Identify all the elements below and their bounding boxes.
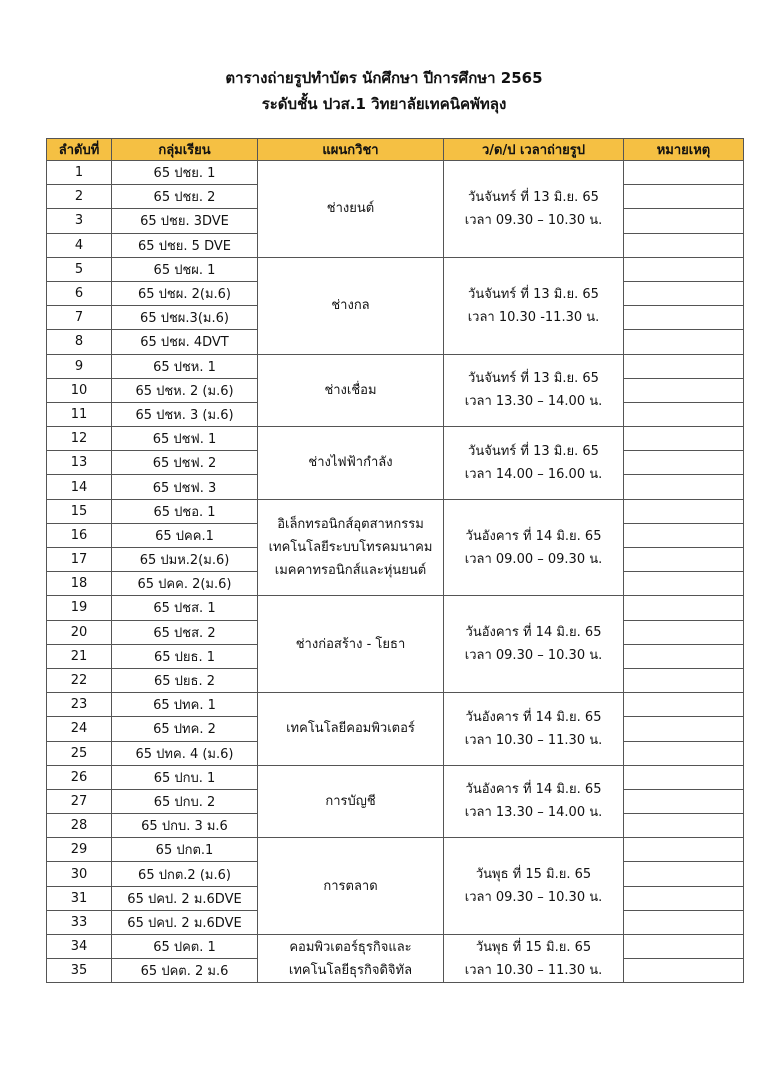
row-note (624, 789, 744, 813)
row-group: 65 ปกต.1 (112, 838, 258, 862)
dept-cell (258, 765, 444, 838)
row-order: 12 (47, 427, 112, 451)
schedule-table (46, 138, 744, 983)
datetime-cell (444, 596, 624, 693)
row-group: 65 ปยธ. 2 (112, 668, 258, 692)
row-order: 26 (47, 765, 112, 789)
dept-line: เทคโนโลยีระบบโทรคมนาคม (268, 540, 433, 555)
dept-cell (258, 257, 444, 354)
datetime-line: เวลา 13.30 – 14.00 น. (464, 394, 603, 410)
row-group: 65 ปคป. 2 ม.6DVE (112, 886, 258, 910)
row-group: 65 ปชย. 3DVE (112, 209, 258, 233)
row-note (624, 765, 744, 789)
dept-line: ช่างไฟฟ้ากำลัง (308, 455, 393, 471)
row-order: 33 (47, 910, 112, 934)
row-note (624, 161, 744, 185)
row-note (624, 306, 744, 330)
row-group: 65 ปชอ. 1 (112, 499, 258, 523)
table-row (47, 354, 744, 378)
row-note (624, 741, 744, 765)
row-order: 14 (47, 475, 112, 499)
row-order: 2 (47, 185, 112, 209)
dept-line: เทคโนโลยีคอมพิวเตอร์ (286, 721, 415, 737)
row-order: 27 (47, 789, 112, 813)
row-group: 65 ปกบ. 2 (112, 789, 258, 813)
row-group: 65 ปชฟ. 1 (112, 427, 258, 451)
row-order: 35 (47, 959, 112, 983)
row-note (624, 910, 744, 934)
row-order: 28 (47, 814, 112, 838)
row-note (624, 330, 744, 354)
row-note (624, 185, 744, 209)
datetime-cell (444, 838, 624, 935)
dept-line: ช่างเชื่อม (324, 382, 377, 398)
row-order: 8 (47, 330, 112, 354)
row-order: 23 (47, 693, 112, 717)
row-note (624, 959, 744, 983)
row-order: 20 (47, 620, 112, 644)
dept-cell (258, 499, 444, 596)
row-group: 65 ปยธ. 1 (112, 644, 258, 668)
row-note (624, 935, 744, 959)
dept-line: อิเล็กทรอนิกส์อุตสาหกรรม (277, 517, 424, 532)
table-header-row (47, 139, 744, 161)
row-note (624, 233, 744, 257)
dept-cell (258, 427, 444, 500)
datetime-cell (444, 257, 624, 354)
row-group: 65 ปทค. 2 (112, 717, 258, 741)
table-row (47, 693, 744, 717)
row-note (624, 572, 744, 596)
table-body (47, 161, 744, 983)
header-dept: แผนกวิชา (258, 139, 444, 161)
row-order: 22 (47, 668, 112, 692)
row-group: 65 ปคต. 1 (112, 935, 258, 959)
table-row (47, 935, 744, 959)
row-order: 6 (47, 281, 112, 305)
row-note (624, 717, 744, 741)
datetime-cell (444, 354, 624, 427)
row-group: 65 ปชผ. 2(ม.6) (112, 281, 258, 305)
datetime-cell (444, 499, 624, 596)
datetime-line: เวลา 09.30 – 10.30 น. (464, 212, 603, 228)
row-group: 65 ปกบ. 3 ม.6 (112, 814, 258, 838)
row-note (624, 596, 744, 620)
table-row (47, 596, 744, 620)
row-order: 17 (47, 548, 112, 572)
row-note (624, 668, 744, 692)
datetime-line: เวลา 09.00 – 09.30 น. (464, 551, 603, 567)
row-group: 65 ปชผ. 1 (112, 257, 258, 281)
row-group: 65 ปชย. 2 (112, 185, 258, 209)
row-order: 3 (47, 209, 112, 233)
datetime-line: วันอังคาร ที่ 14 มิ.ย. 65 (465, 782, 602, 798)
datetime-line: วันจันทร์ ที่ 13 มิ.ย. 65 (468, 443, 599, 459)
row-note (624, 378, 744, 402)
row-group: 65 ปชส. 2 (112, 620, 258, 644)
row-order: 16 (47, 523, 112, 547)
datetime-line: วันพุธ ที่ 15 มิ.ย. 65 (475, 867, 592, 883)
row-group: 65 ปทค. 4 (ม.6) (112, 741, 258, 765)
row-note (624, 838, 744, 862)
row-note (624, 693, 744, 717)
dept-cell (258, 161, 444, 258)
datetime-line: เวลา 10.30 – 11.30 น. (464, 962, 603, 978)
table-row (47, 499, 744, 523)
row-note (624, 886, 744, 910)
row-order: 18 (47, 572, 112, 596)
row-order: 13 (47, 451, 112, 475)
dept-line: เมคคาทรอนิกส์และหุ่นยนต์ (274, 563, 427, 578)
dept-line: ช่างกล (331, 298, 370, 314)
datetime-line: วันพุธ ที่ 15 มิ.ย. 65 (475, 939, 592, 955)
datetime-line: เวลา 14.00 – 16.00 น. (464, 466, 603, 482)
header-group: กลุ่มเรียน (112, 139, 258, 161)
row-order: 19 (47, 596, 112, 620)
row-order: 31 (47, 886, 112, 910)
row-group: 65 ปชย. 5 DVE (112, 233, 258, 257)
row-group: 65 ปชฟ. 3 (112, 475, 258, 499)
datetime-line: วันจันทร์ ที่ 13 มิ.ย. 65 (468, 189, 599, 205)
row-order: 30 (47, 862, 112, 886)
row-group: 65 ปชฟ. 2 (112, 451, 258, 475)
row-note (624, 499, 744, 523)
row-group: 65 ปชผ. 4DVT (112, 330, 258, 354)
row-note (624, 620, 744, 644)
datetime-cell (444, 693, 624, 766)
dept-line: เทคโนโลยีธุรกิจดิจิทัล (288, 962, 413, 978)
row-order: 25 (47, 741, 112, 765)
datetime-line: เวลา 09.30 – 10.30 น. (464, 890, 603, 906)
row-order: 11 (47, 402, 112, 426)
row-order: 9 (47, 354, 112, 378)
row-note (624, 523, 744, 547)
row-group: 65 ปคค.1 (112, 523, 258, 547)
row-group: 65 ปคป. 2 ม.6DVE (112, 910, 258, 934)
dept-line: ช่างยนต์ (326, 201, 375, 217)
datetime-line: เวลา 10.30 – 11.30 น. (464, 732, 603, 748)
row-group: 65 ปทค. 1 (112, 693, 258, 717)
row-group: 65 ปกต.2 (ม.6) (112, 862, 258, 886)
table-row (47, 161, 744, 185)
row-note (624, 862, 744, 886)
datetime-cell (444, 765, 624, 838)
datetime-line: วันอังคาร ที่ 14 มิ.ย. 65 (465, 528, 602, 544)
datetime-cell (444, 427, 624, 500)
dept-cell (258, 838, 444, 935)
row-group: 65 ปคค. 2(ม.6) (112, 572, 258, 596)
dept-line: คอมพิวเตอร์ธุรกิจและ (289, 939, 412, 955)
dept-cell (258, 596, 444, 693)
datetime-line: เวลา 09.30 – 10.30 น. (464, 648, 603, 664)
row-note (624, 451, 744, 475)
row-order: 5 (47, 257, 112, 281)
row-order: 15 (47, 499, 112, 523)
row-order: 34 (47, 935, 112, 959)
datetime-line: วันอังคาร ที่ 14 มิ.ย. 65 (465, 709, 602, 725)
datetime-line: วันจันทร์ ที่ 13 มิ.ย. 65 (468, 371, 599, 387)
header-order: ลำดับที่ (47, 139, 112, 161)
row-group: 65 ปชห. 2 (ม.6) (112, 378, 258, 402)
row-note (624, 814, 744, 838)
page-title: ตารางถ่ายรูปทำบัตร นักศึกษา ปีการศึกษา 2565 (225, 69, 543, 87)
row-order: 10 (47, 378, 112, 402)
dept-cell (258, 354, 444, 427)
row-note (624, 475, 744, 499)
datetime-line: เวลา 13.30 – 14.00 น. (464, 805, 603, 821)
dept-line: การตลาด (323, 878, 378, 894)
header-note: หมายเหตุ (624, 139, 744, 161)
table-row (47, 257, 744, 281)
table-row (47, 427, 744, 451)
row-note (624, 281, 744, 305)
header-datetime: ว/ด/ป เวลาถ่ายรูป (444, 139, 624, 161)
dept-cell (258, 693, 444, 766)
row-group: 65 ปชห. 1 (112, 354, 258, 378)
datetime-cell (444, 161, 624, 258)
datetime-line: วันอังคาร ที่ 14 มิ.ย. 65 (465, 625, 602, 641)
row-group: 65 ปคต. 2 ม.6 (112, 959, 258, 983)
datetime-cell (444, 935, 624, 983)
row-note (624, 402, 744, 426)
row-note (624, 427, 744, 451)
datetime-line: เวลา 10.30 -11.30 น. (467, 309, 600, 325)
row-note (624, 354, 744, 378)
row-order: 24 (47, 717, 112, 741)
row-group: 65 ปมห.2(ม.6) (112, 548, 258, 572)
row-group: 65 ปชห. 3 (ม.6) (112, 402, 258, 426)
row-order: 4 (47, 233, 112, 257)
dept-cell (258, 935, 444, 983)
row-order: 1 (47, 161, 112, 185)
row-note (624, 548, 744, 572)
table-row (47, 765, 744, 789)
row-note (624, 644, 744, 668)
row-order: 21 (47, 644, 112, 668)
row-note (624, 257, 744, 281)
row-group: 65 ปกบ. 1 (112, 765, 258, 789)
datetime-line: วันจันทร์ ที่ 13 มิ.ย. 65 (468, 286, 599, 302)
dept-line: การบัญชี (325, 793, 376, 809)
page-subtitle: ระดับชั้น ปวส.1 วิทยาลัยเทคนิคพัทลุง (261, 95, 507, 113)
row-group: 65 ปชส. 1 (112, 596, 258, 620)
row-order: 7 (47, 306, 112, 330)
row-order: 29 (47, 838, 112, 862)
row-note (624, 209, 744, 233)
table-row (47, 838, 744, 862)
row-group: 65 ปชย. 1 (112, 161, 258, 185)
dept-line: ช่างก่อสร้าง - โยธา (295, 636, 406, 652)
row-group: 65 ปชผ.3(ม.6) (112, 306, 258, 330)
